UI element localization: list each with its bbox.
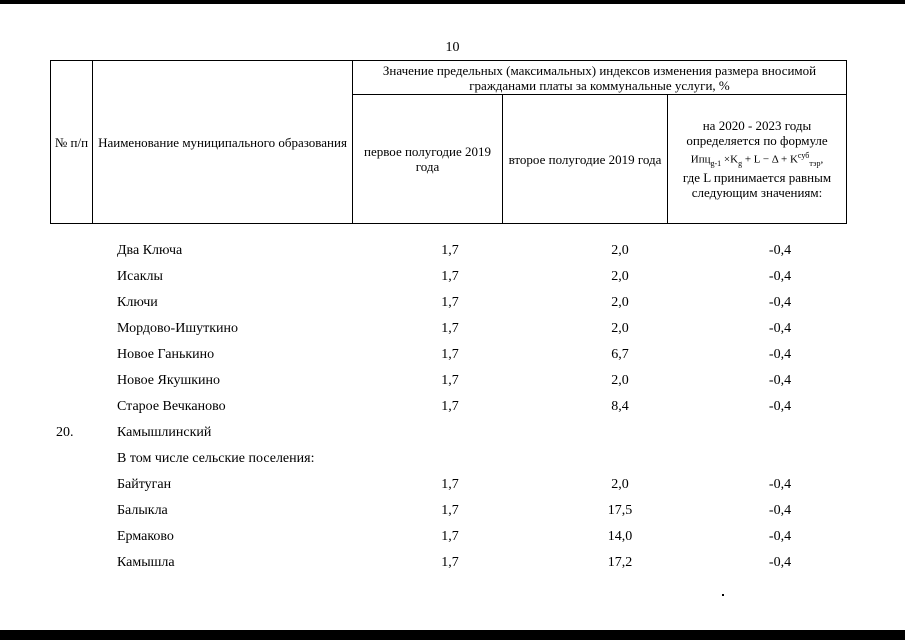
- table-row: [50, 342, 847, 368]
- scan-speck: [722, 594, 724, 596]
- row-name: В том числе сельские поселения:: [117, 451, 315, 466]
- page-number: 10: [445, 40, 460, 55]
- header-group-title: Значение предельных (максимальных) индексов изменения размера вносимой гражданами платы за коммунальные услуги, %: [353, 61, 847, 95]
- row-half1: 1,7: [441, 477, 459, 492]
- row-half2: 14,0: [607, 529, 633, 544]
- row-l-value: -0,4: [768, 373, 792, 388]
- table-row: [50, 316, 847, 342]
- header-col-half2: второе полугодие 2019 года: [503, 95, 668, 224]
- row-name: Исаклы: [117, 269, 163, 284]
- table-row: [50, 498, 847, 524]
- row-half1: 1,7: [441, 555, 459, 570]
- row-half1: 1,7: [441, 347, 459, 362]
- table-row: [50, 394, 847, 420]
- header-2020-note: где L принимается равным следующим значениям:: [682, 170, 832, 201]
- header-col-half1: первое полугодие 2019 года: [353, 95, 503, 224]
- header-col-2020-2023: [668, 95, 847, 224]
- row-half2: 2,0: [611, 269, 629, 284]
- row-half1: 1,7: [441, 399, 459, 414]
- table-row: [50, 472, 847, 498]
- row-name: Ермаково: [117, 529, 174, 544]
- row-half2: 6,7: [611, 347, 629, 362]
- table-row: [50, 420, 847, 446]
- formula: $Ипц_{g-1} \times K_g + L - \Delta + K^{суб}_{тэр}$,: [690, 150, 824, 168]
- row-name: Новое Якушкино: [117, 373, 221, 388]
- row-name: Балыкла: [117, 503, 168, 518]
- row-half2: 2,0: [611, 243, 629, 258]
- row-name: Камышлинский: [117, 425, 212, 440]
- row-half2: 2,0: [611, 477, 629, 492]
- table-header: [50, 60, 847, 224]
- row-half1: 1,7: [441, 269, 459, 284]
- table-row: [50, 550, 847, 576]
- row-half1: 1,7: [441, 295, 459, 310]
- bottom-border-bar: [0, 630, 905, 640]
- table-row: [50, 446, 847, 472]
- row-l-value: -0,4: [768, 399, 792, 414]
- row-l-value: -0,4: [768, 529, 792, 544]
- table-row: [50, 264, 847, 290]
- header-col-number: № п/п: [51, 61, 93, 224]
- row-half1: 1,7: [441, 529, 459, 544]
- row-half2: 2,0: [611, 321, 629, 336]
- row-half2: 2,0: [611, 373, 629, 388]
- row-half2: 17,2: [607, 555, 633, 570]
- row-half1: 1,7: [441, 503, 459, 518]
- row-half2: 17,5: [607, 503, 633, 518]
- row-name: Два Ключа: [117, 243, 183, 258]
- table-row: [50, 368, 847, 394]
- table-row: [50, 524, 847, 550]
- top-border-bar: [0, 0, 905, 4]
- row-name: Новое Ганькино: [117, 347, 215, 362]
- row-l-value: -0,4: [768, 243, 792, 258]
- row-l-value: -0,4: [768, 295, 792, 310]
- row-name: Мордово-Ишуткино: [117, 321, 239, 336]
- row-half1: 1,7: [441, 321, 459, 336]
- row-l-value: -0,4: [768, 347, 792, 362]
- row-l-value: -0,4: [768, 555, 792, 570]
- row-name: Байтуган: [117, 477, 172, 492]
- row-name: Старое Вечканово: [117, 399, 226, 414]
- row-l-value: -0,4: [768, 477, 792, 492]
- header-2020-intro: на 2020 - 2023 годы определяется по формуле: [686, 117, 828, 148]
- row-half1: 1,7: [441, 243, 459, 258]
- row-number: 20.: [56, 425, 74, 440]
- header-col-name: Наименование муниципального образования: [93, 61, 353, 224]
- row-half2: 8,4: [611, 399, 629, 414]
- row-half1: 1,7: [441, 373, 459, 388]
- row-l-value: -0,4: [768, 503, 792, 518]
- row-half2: 2,0: [611, 295, 629, 310]
- row-name: Камышла: [117, 555, 175, 570]
- table-row: [50, 238, 847, 264]
- row-name: Ключи: [117, 295, 158, 310]
- table-body: [50, 238, 847, 576]
- row-l-value: -0,4: [768, 269, 792, 284]
- row-l-value: -0,4: [768, 321, 792, 336]
- table-row: [50, 290, 847, 316]
